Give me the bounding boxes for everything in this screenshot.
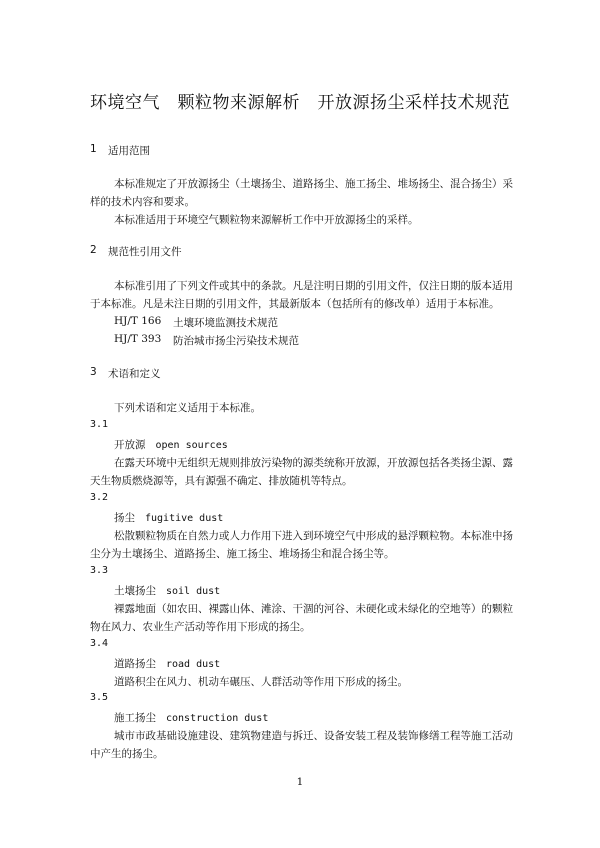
term-zh: 土壤扬尘 bbox=[114, 585, 156, 597]
term-title bbox=[114, 656, 220, 671]
term-definition-line-2: 物在风力、农业生产活动等作用下形成的扬尘。 bbox=[90, 621, 311, 633]
term-title bbox=[114, 710, 268, 725]
term-definition-line-1: 道路积尘在风力、机动车碾压、人群活动等作用下形成的扬尘。 bbox=[114, 676, 408, 688]
term-en: road dust bbox=[166, 659, 221, 670]
term-zh: 道路扬尘 bbox=[114, 658, 156, 670]
term-definition-line-1: 裸露地面（如农田、裸露山体、滩涂、干涸的河谷、未硬化或未绿化的空地等）的颗粒 bbox=[114, 603, 513, 615]
section-3-heading: 术语和定义 bbox=[108, 368, 161, 380]
term-number: 3.2 bbox=[90, 492, 109, 503]
section-2-paragraph-line-2: 于本标准。凡是未注日期的引用文件，其最新版本（包括所有的修改单）适用于本标准。 bbox=[90, 298, 500, 310]
section-3-number: 3 bbox=[90, 366, 97, 378]
term-zh: 施工扬尘 bbox=[114, 712, 156, 724]
term-number: 3.1 bbox=[90, 419, 109, 430]
term-zh: 扬尘 bbox=[114, 512, 135, 524]
term-definition-line-1: 在露天环境中无组织无规则排放污染物的源类统称开放源，开放源包括各类扬尘源、露 bbox=[114, 457, 513, 469]
section-2-paragraph-line-1: 本标准引用了下列文件或其中的条款。凡是注明日期的引用文件，仅注日期的版本适用 bbox=[114, 280, 513, 292]
section-1-paragraph-1-line-1: 本标准规定了开放源扬尘（土壤扬尘、道路扬尘、施工扬尘、堆场扬尘、混合扬尘）采 bbox=[114, 178, 513, 190]
term-definition-line-1: 松散颗粒物质在自然力或人力作用下进入到环境空气中形成的悬浮颗粒物。本标准中扬 bbox=[114, 530, 513, 542]
term-title bbox=[114, 583, 220, 598]
reference-name: 防治城市扬尘污染技术规范 bbox=[173, 335, 299, 347]
term-en: construction dust bbox=[166, 713, 269, 724]
reference-code: HJ/T 166 bbox=[114, 315, 162, 327]
term-definition-line-2: 中产生的扬尘。 bbox=[90, 748, 164, 760]
term-number: 3.5 bbox=[90, 692, 109, 703]
section-2-number: 2 bbox=[90, 244, 97, 256]
section-1-heading: 适用范围 bbox=[108, 145, 150, 157]
section-2-heading: 规范性引用文件 bbox=[108, 246, 182, 258]
term-title bbox=[114, 510, 223, 525]
section-3-intro: 下列术语和定义适用于本标准。 bbox=[114, 402, 261, 414]
page-number: 1 bbox=[296, 776, 304, 788]
term-zh: 开放源 bbox=[114, 439, 146, 451]
section-1-paragraph-1-line-2: 样的技术内容和要求。 bbox=[90, 196, 195, 208]
term-definition-line-1: 城市市政基础设施建设、建筑物建造与拆迁、设备安装工程及装饰修缮工程等施工活动 bbox=[114, 730, 513, 742]
term-title bbox=[114, 437, 228, 452]
term-definition-line-2: 天生物质燃烧源等，具有源强不确定、排放随机等特点。 bbox=[90, 475, 353, 487]
reference-code: HJ/T 393 bbox=[114, 333, 162, 345]
term-en: soil dust bbox=[166, 586, 221, 597]
reference-name: 土壤环境监测技术规范 bbox=[173, 317, 278, 329]
term-en: fugitive dust bbox=[145, 513, 224, 524]
term-number: 3.4 bbox=[90, 638, 109, 649]
document-title: 环境空气 颗粒物来源解析 开放源扬尘采样技术规范 bbox=[90, 93, 510, 113]
section-1-number: 1 bbox=[90, 143, 97, 155]
term-en: open sources bbox=[155, 440, 228, 451]
term-definition-line-2: 尘分为土壤扬尘、道路扬尘、施工扬尘、堆场扬尘和混合扬尘等。 bbox=[90, 548, 395, 560]
term-number: 3.3 bbox=[90, 565, 109, 576]
section-1-paragraph-2: 本标准适用于环境空气颗粒物来源解析工作中开放源扬尘的采样。 bbox=[114, 214, 419, 226]
